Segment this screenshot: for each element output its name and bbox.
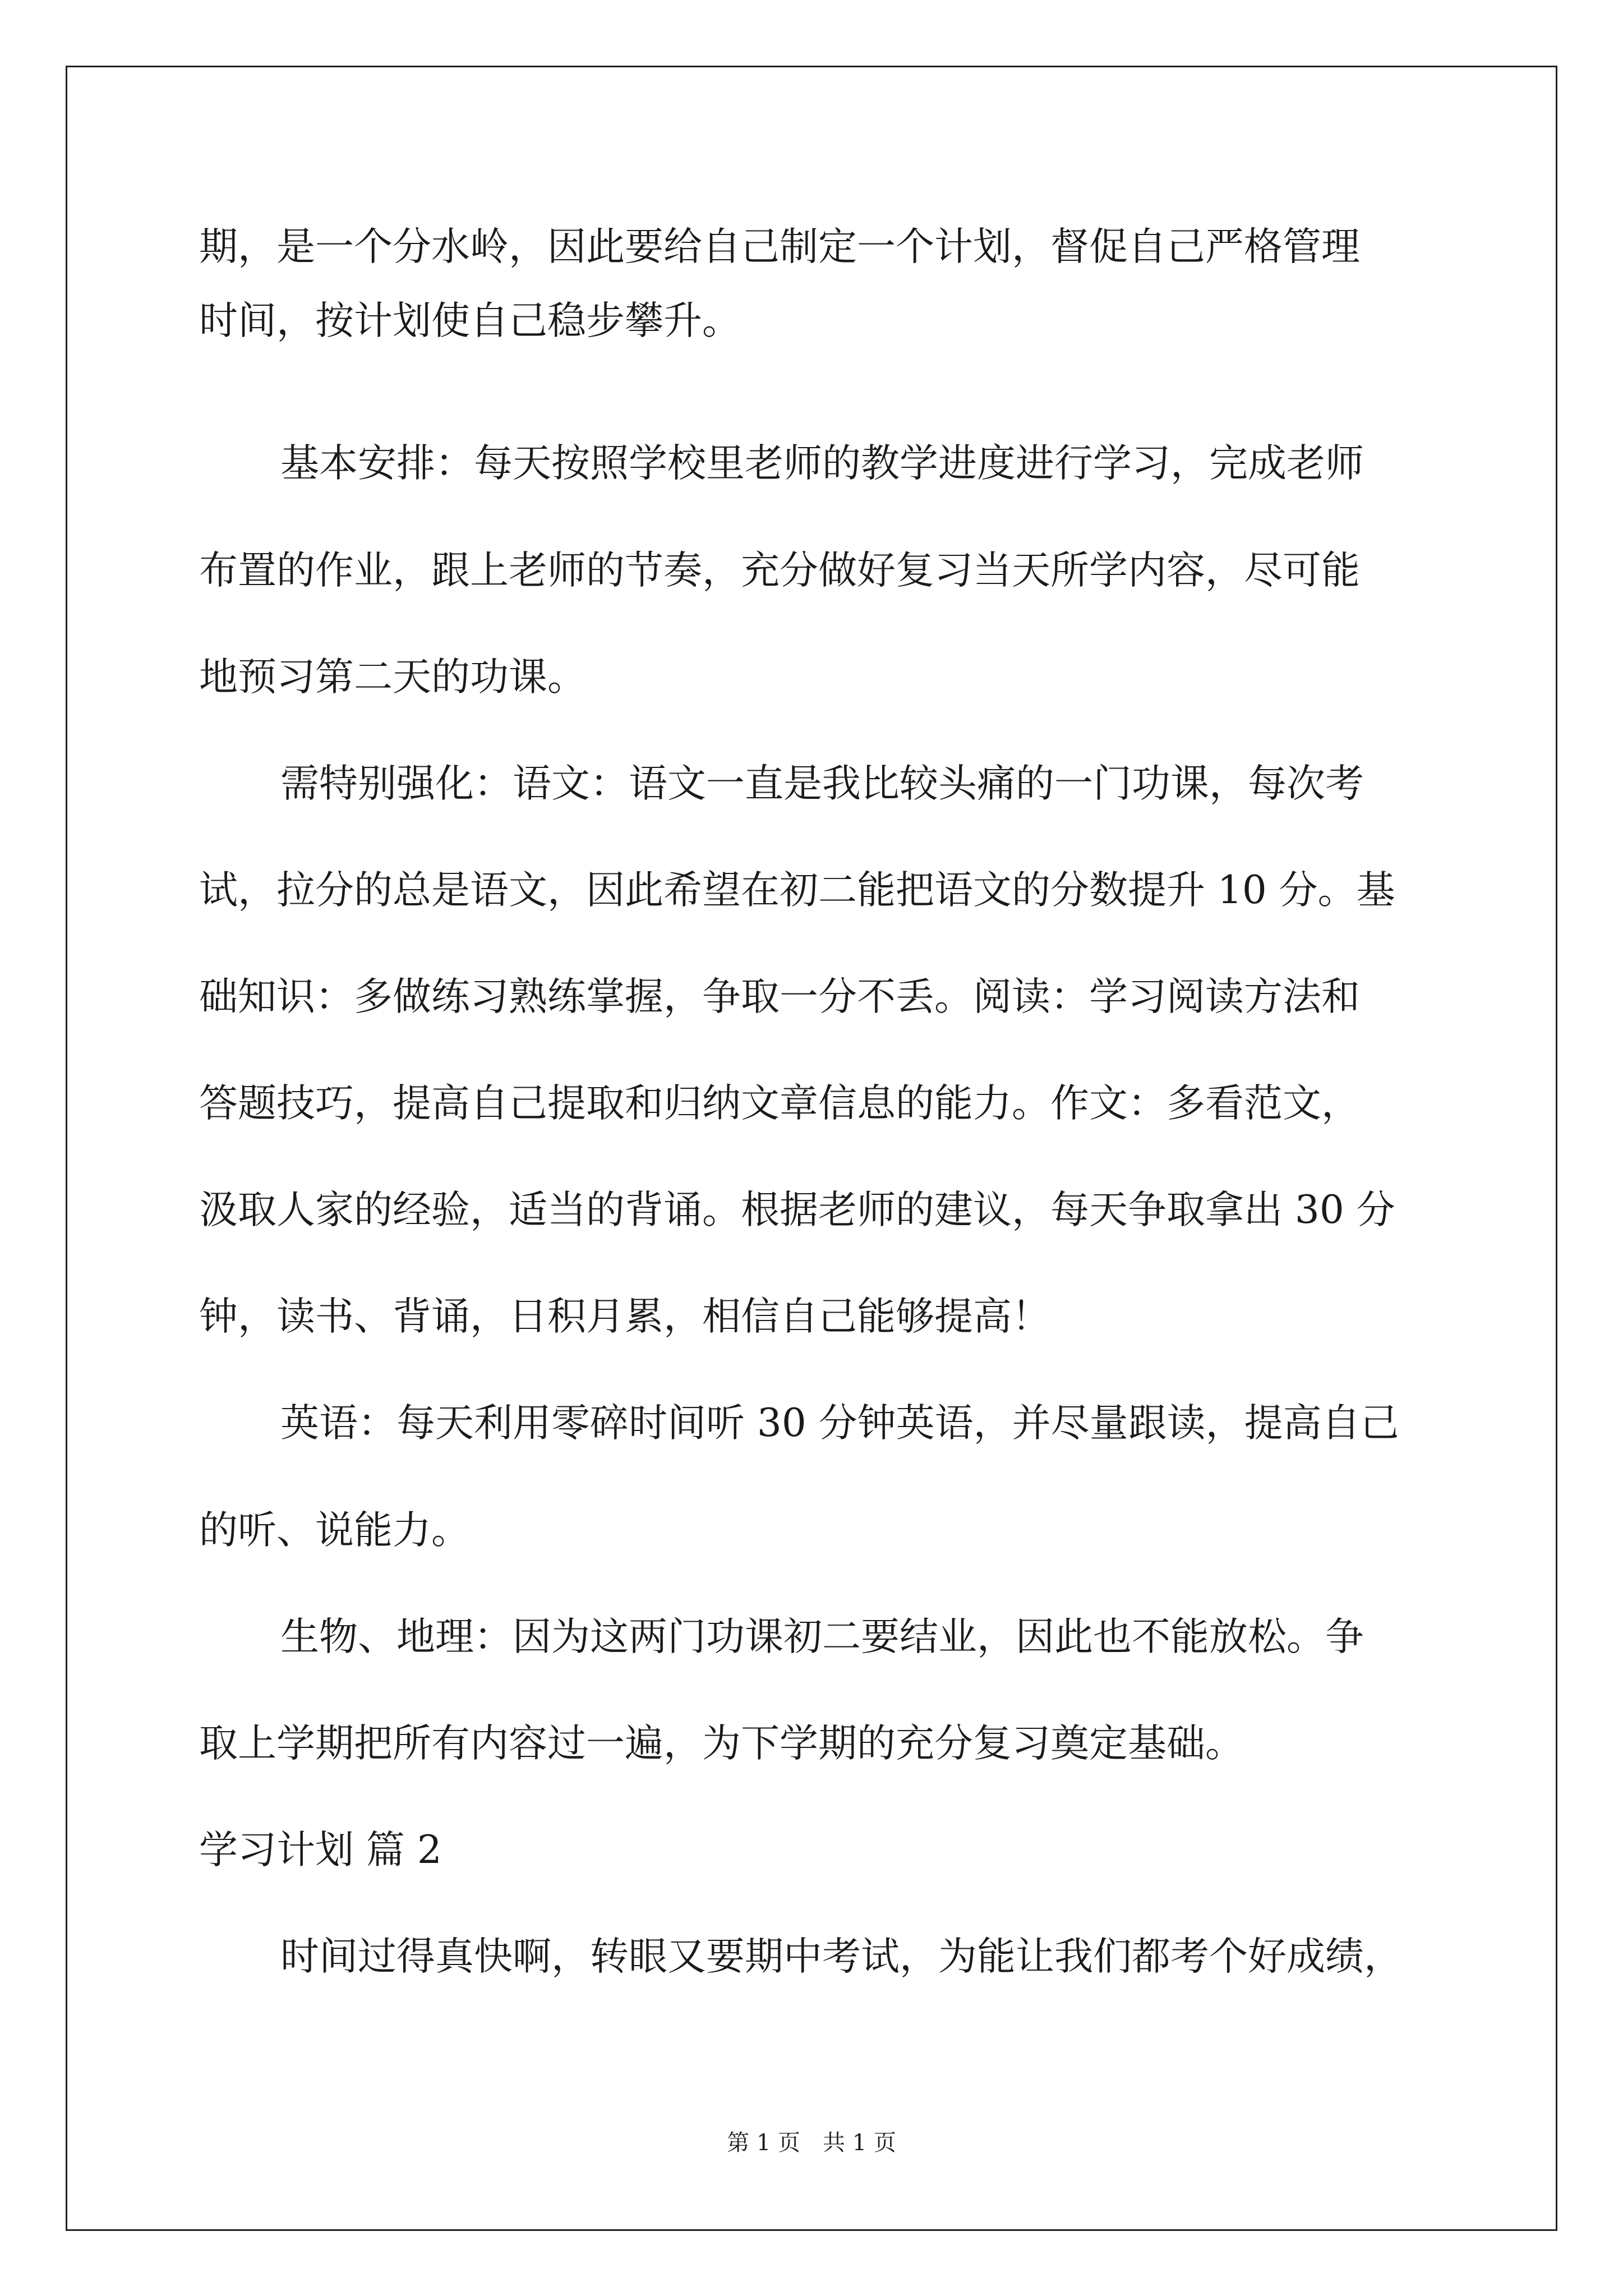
body-text-line: 钟，读书、背诵，日积月累，相信自己能够提高！: [199, 1294, 1050, 1339]
body-text-line: 布置的作业，跟上老师的节奏，充分做好复习当天所学内容，尽可能: [199, 548, 1360, 593]
body-text-line: 试，拉分的总是语文，因此希望在初二能把语文的分数提升 10 分。基: [199, 868, 1395, 913]
body-text-line: 期，是一个分水岭，因此要给自己制定一个计划，督促自己严格管理: [199, 224, 1360, 269]
body-text-line: 础知识：多做练习熟练掌握，争取一分不丢。阅读：学习阅读方法和: [199, 974, 1360, 1019]
body-text-line: 生物、地理：因为这两门功课初二要结业，因此也不能放松。争: [280, 1614, 1364, 1659]
body-text-line: 需特别强化：语文：语文一直是我比较头痛的一门功课，每次考: [280, 761, 1364, 806]
section-heading: 学习计划 篇 2: [199, 1828, 442, 1872]
page-footer: 第 1 页 共 1 页: [727, 2130, 896, 2156]
page-border: [66, 66, 1557, 2231]
body-text-line: 取上学期把所有内容过一遍，为下学期的充分复习奠定基础。: [199, 1721, 1244, 1766]
body-text-line: 基本安排：每天按照学校里老师的教学进度进行学习，完成老师: [280, 441, 1364, 486]
body-text-line: 答题技巧，提高自己提取和归纳文章信息的能力。作文：多看范文，: [199, 1081, 1360, 1126]
body-text-line: 的听、说能力。: [199, 1508, 470, 1553]
body-text-line: 地预习第二天的功课。: [199, 655, 586, 700]
body-text-line: 英语：每天利用零碎时间听 30 分钟英语，并尽量跟读，提高自己: [280, 1401, 1399, 1446]
body-text-line: 时间，按计划使自己稳步攀升。: [199, 298, 741, 343]
body-text-line: 汲取人家的经验，适当的背诵。根据老师的建议，每天争取拿出 30 分: [199, 1188, 1395, 1232]
body-text-line: 时间过得真快啊，转眼又要期中考试，为能让我们都考个好成绩，: [280, 1934, 1403, 1979]
